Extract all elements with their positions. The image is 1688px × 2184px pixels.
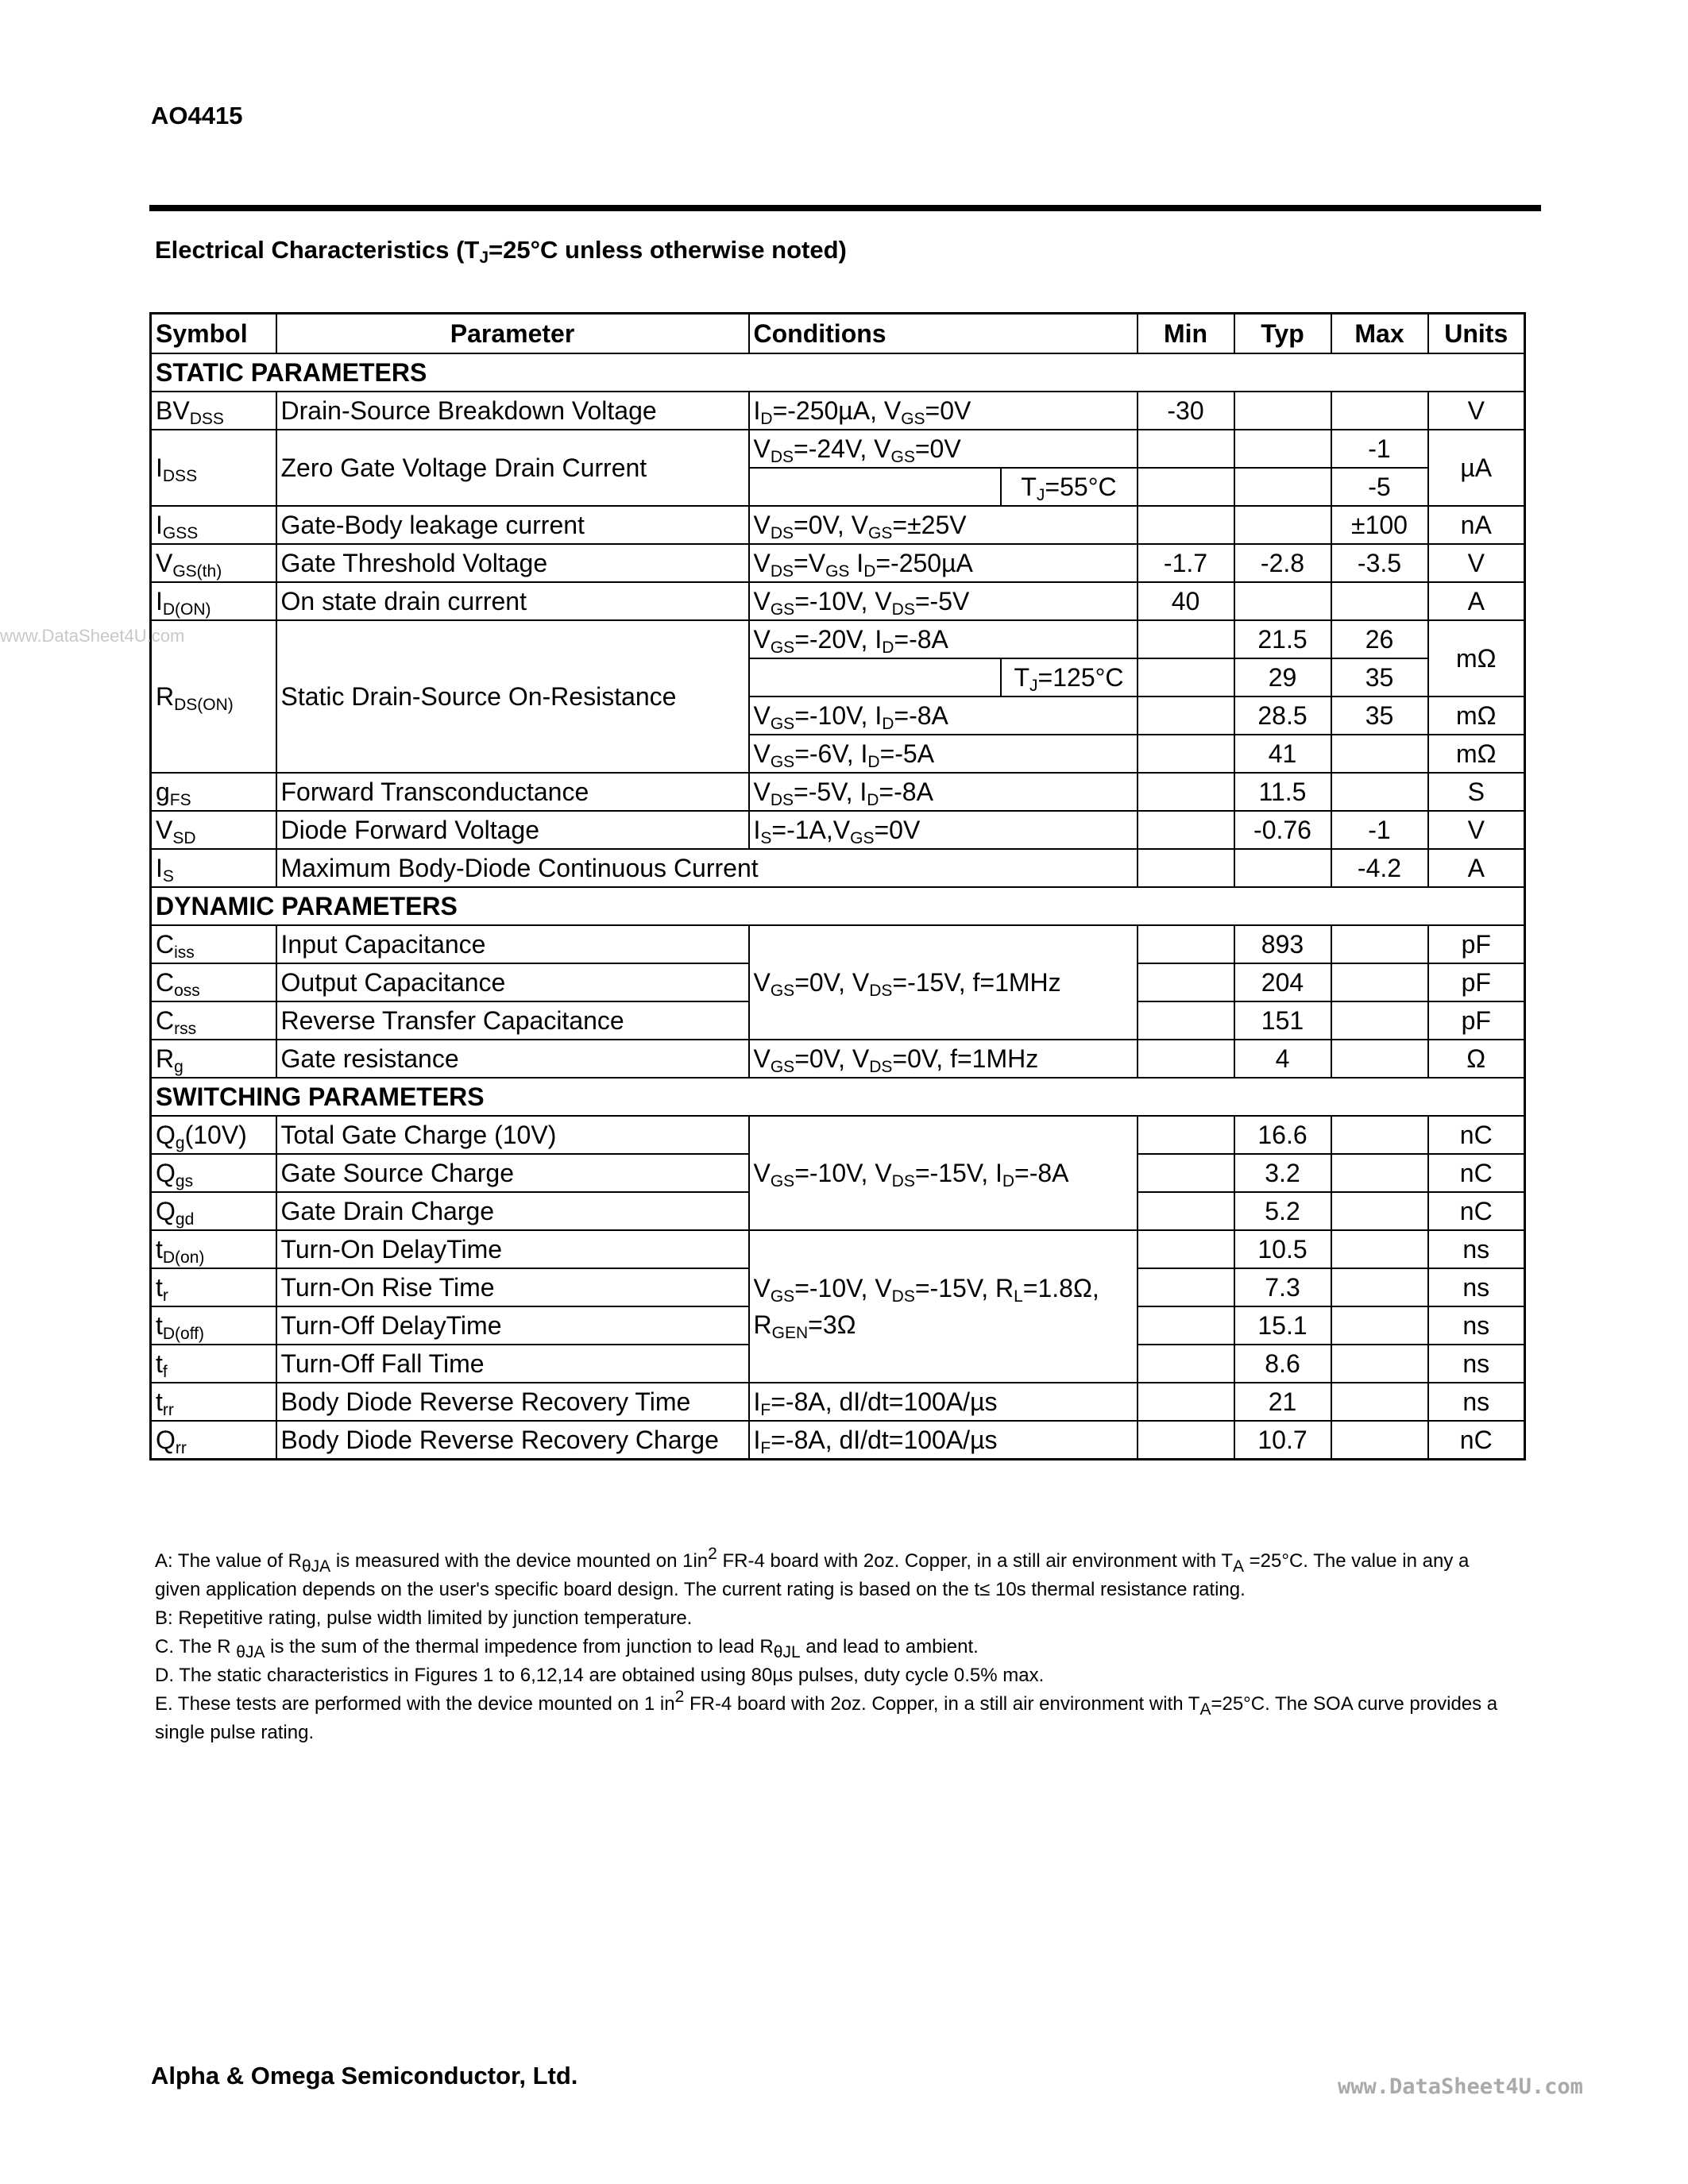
typ-cell: 3.2 bbox=[1234, 1154, 1331, 1192]
conditions-spacer bbox=[749, 468, 1001, 506]
symbol-cell: $R_g$ bbox=[151, 1040, 276, 1078]
sub-condition-cell: $T_J=55^\circ C$ bbox=[1001, 468, 1138, 506]
table-row bbox=[151, 1421, 1525, 1460]
parameter-cell: Turn-Off Fall Time bbox=[276, 1345, 749, 1383]
parameter-cell: Reverse Transfer Capacitance bbox=[276, 1001, 749, 1040]
max-cell bbox=[1331, 1306, 1428, 1345]
min-cell bbox=[1138, 506, 1234, 544]
section-dynamic: DYNAMIC PARAMETERS bbox=[151, 887, 1525, 925]
max-cell bbox=[1331, 1268, 1428, 1306]
min-cell bbox=[1138, 1230, 1234, 1268]
watermark-left: www.DataSheet4U.com bbox=[0, 626, 185, 646]
unit-cell: nA bbox=[1428, 506, 1525, 544]
symbol-cell: $C_{rss}$ bbox=[151, 1001, 276, 1040]
min-cell: -30 bbox=[1138, 392, 1234, 430]
electrical-characteristics-table bbox=[149, 312, 1526, 1461]
max-cell bbox=[1331, 1345, 1428, 1383]
col-min: Min bbox=[1138, 314, 1234, 354]
min-cell: 40 bbox=[1138, 582, 1234, 620]
conditions-cell: $V_{GS}=-20V$, $I_D=-8A$ bbox=[749, 620, 1138, 658]
parameter-cell: Turn-On DelayTime bbox=[276, 1230, 749, 1268]
parameter-cell: Body Diode Reverse Recovery Charge bbox=[276, 1421, 749, 1460]
symbol-cell: $t_{D(on)}$ bbox=[151, 1230, 276, 1268]
typ-cell bbox=[1234, 430, 1331, 468]
parameter-cell: Gate Threshold Voltage bbox=[276, 544, 749, 582]
col-parameter: Parameter bbox=[276, 314, 749, 354]
table-row bbox=[151, 582, 1525, 620]
symbol-cell: $I_{DSS}$ bbox=[151, 430, 276, 506]
max-cell bbox=[1331, 925, 1428, 963]
conditions-cell: $V_{GS}=0V$, $V_{DS}=-15V$, f=1MHz bbox=[749, 925, 1138, 1040]
typ-cell: 29 bbox=[1234, 658, 1331, 696]
parameter-cell: Maximum Body-Diode Continuous Current bbox=[276, 849, 1138, 887]
parameter-cell: Total Gate Charge (10V) bbox=[276, 1116, 749, 1154]
max-cell bbox=[1331, 1001, 1428, 1040]
max-cell: -1 bbox=[1331, 811, 1428, 849]
min-cell bbox=[1138, 430, 1234, 468]
conditions-cell: $V_{GS}=0V$, $V_{DS}=0V$, f=1MHz bbox=[749, 1040, 1138, 1078]
unit-cell: ns bbox=[1428, 1345, 1525, 1383]
col-max: Max bbox=[1331, 314, 1428, 354]
parameter-cell: Gate resistance bbox=[276, 1040, 749, 1078]
conditions-cell: $V_{GS}=-10V$, $V_{DS}=-15V$, $R_L=1.8\Omega$, $R_{GEN}=3\Omega$ bbox=[749, 1230, 1138, 1383]
table-row bbox=[151, 430, 1525, 468]
table-row bbox=[151, 1040, 1525, 1078]
table-row bbox=[151, 849, 1525, 887]
conditions-cell: $I_F=-8A$, dI/dt=100A/µs bbox=[749, 1383, 1138, 1421]
typ-cell bbox=[1234, 582, 1331, 620]
unit-cell: ns bbox=[1428, 1306, 1525, 1345]
symbol-cell: $Q_g(10V)$ bbox=[151, 1116, 276, 1154]
max-cell bbox=[1331, 773, 1428, 811]
symbol-cell: $g_{FS}$ bbox=[151, 773, 276, 811]
table-row bbox=[151, 925, 1525, 963]
max-cell bbox=[1331, 1383, 1428, 1421]
conditions-cell: $V_{DS}=0V$, $V_{GS}=\pm 25V$ bbox=[749, 506, 1138, 544]
min-cell: -1.7 bbox=[1138, 544, 1234, 582]
typ-cell bbox=[1234, 849, 1331, 887]
conditions-cell: $V_{GS}=-10V$, $V_{DS}=-15V$, $I_D=-8A$ bbox=[749, 1116, 1138, 1230]
max-cell bbox=[1331, 1154, 1428, 1192]
typ-cell bbox=[1234, 392, 1331, 430]
unit-cell: A bbox=[1428, 582, 1525, 620]
symbol-cell: $I_S$ bbox=[151, 849, 276, 887]
min-cell bbox=[1138, 1192, 1234, 1230]
min-cell bbox=[1138, 811, 1234, 849]
conditions-cell: $V_{DS}=-24V$, $V_{GS}=0V$ bbox=[749, 430, 1138, 468]
typ-cell: -2.8 bbox=[1234, 544, 1331, 582]
typ-cell: 11.5 bbox=[1234, 773, 1331, 811]
min-cell bbox=[1138, 963, 1234, 1001]
unit-cell: V bbox=[1428, 392, 1525, 430]
typ-cell: 16.6 bbox=[1234, 1116, 1331, 1154]
parameter-cell: Input Capacitance bbox=[276, 925, 749, 963]
unit-cell: V bbox=[1428, 811, 1525, 849]
table-row bbox=[151, 620, 1525, 658]
conditions-spacer bbox=[749, 658, 1001, 696]
symbol-cell: $Q_{gs}$ bbox=[151, 1154, 276, 1192]
section-title: Electrical Characteristics ($T_J=25^\circ C$ unless otherwise noted) bbox=[155, 236, 847, 267]
symbol-cell: $I_{D(ON)}$ bbox=[151, 582, 276, 620]
conditions-cell: $V_{GS}=-10V$, $I_D=-8A$ bbox=[749, 696, 1138, 735]
symbol-cell: $Q_{rr}$ bbox=[151, 1421, 276, 1460]
unit-cell: V bbox=[1428, 544, 1525, 582]
note-e: E. These tests are performed with the device mounted on 1 $in^2$ FR-4 board with 2oz. Copper, in a still air environment with $T_A=25^\circ C$. The SOA curve provides a single pulse rating. bbox=[155, 1688, 1498, 1743]
typ-cell: 21.5 bbox=[1234, 620, 1331, 658]
max-cell bbox=[1331, 1192, 1428, 1230]
unit-cell: nC bbox=[1428, 1154, 1525, 1192]
unit-cell: A bbox=[1428, 849, 1525, 887]
min-cell bbox=[1138, 773, 1234, 811]
min-cell bbox=[1138, 1001, 1234, 1040]
min-cell bbox=[1138, 1268, 1234, 1306]
symbol-cell: $C_{iss}$ bbox=[151, 925, 276, 963]
symbol-cell: $R_{DS(ON)}$ bbox=[151, 620, 276, 773]
unit-cell: ns bbox=[1428, 1268, 1525, 1306]
typ-cell: 41 bbox=[1234, 735, 1331, 773]
section-switching: SWITCHING PARAMETERS bbox=[151, 1078, 1525, 1116]
unit-cell: pF bbox=[1428, 963, 1525, 1001]
min-cell bbox=[1138, 1383, 1234, 1421]
typ-cell: 10.5 bbox=[1234, 1230, 1331, 1268]
table-row bbox=[151, 544, 1525, 582]
max-cell bbox=[1331, 1230, 1428, 1268]
max-cell: -1 bbox=[1331, 430, 1428, 468]
unit-cell: ns bbox=[1428, 1383, 1525, 1421]
typ-cell bbox=[1234, 468, 1331, 506]
col-units: Units bbox=[1428, 314, 1525, 354]
parameter-cell: Turn-Off DelayTime bbox=[276, 1306, 749, 1345]
max-cell: 35 bbox=[1331, 658, 1428, 696]
unit-cell: ns bbox=[1428, 1230, 1525, 1268]
unit-cell: S bbox=[1428, 773, 1525, 811]
min-cell bbox=[1138, 696, 1234, 735]
footnotes bbox=[155, 1547, 1505, 1747]
conditions-cell: $I_S=-1A,V_{GS}=0V$ bbox=[749, 811, 1138, 849]
unit-cell: µA bbox=[1428, 430, 1525, 506]
parameter-cell: Drain-Source Breakdown Voltage bbox=[276, 392, 749, 430]
min-cell bbox=[1138, 468, 1234, 506]
typ-cell: 4 bbox=[1234, 1040, 1331, 1078]
min-cell bbox=[1138, 849, 1234, 887]
symbol-cell: $t_{rr}$ bbox=[151, 1383, 276, 1421]
max-cell: -4.2 bbox=[1331, 849, 1428, 887]
parameter-cell: Forward Transconductance bbox=[276, 773, 749, 811]
table-row bbox=[151, 1230, 1525, 1268]
max-cell: -5 bbox=[1331, 468, 1428, 506]
note-a: A: The value of $R_{\theta JA}$ is measured with the device mounted on $1in^2$ FR-4 board with 2oz. Copper, in a still air environment with $T_A =25^\circ C$. The value in any a given application depends on the user's specific board design. The current rating is based on the t≤ 10s thermal resistance rating. bbox=[155, 1545, 1470, 1600]
min-cell bbox=[1138, 658, 1234, 696]
min-cell bbox=[1138, 1306, 1234, 1345]
symbol-cell: $I_{GSS}$ bbox=[151, 506, 276, 544]
min-cell bbox=[1138, 1345, 1234, 1383]
parameter-cell: Output Capacitance bbox=[276, 963, 749, 1001]
sub-condition-cell: $T_J=125^\circ C$ bbox=[1001, 658, 1138, 696]
typ-cell: 15.1 bbox=[1234, 1306, 1331, 1345]
parameter-cell: Gate Source Charge bbox=[276, 1154, 749, 1192]
typ-cell: 28.5 bbox=[1234, 696, 1331, 735]
unit-cell: pF bbox=[1428, 925, 1525, 963]
col-symbol: Symbol bbox=[151, 314, 276, 354]
max-cell bbox=[1331, 735, 1428, 773]
conditions-cell: $I_F=-8A$, dI/dt=100A/µs bbox=[749, 1421, 1138, 1460]
min-cell bbox=[1138, 735, 1234, 773]
max-cell bbox=[1331, 1116, 1428, 1154]
typ-cell bbox=[1234, 506, 1331, 544]
symbol-cell: $Q_{gd}$ bbox=[151, 1192, 276, 1230]
min-cell bbox=[1138, 1040, 1234, 1078]
table-row bbox=[151, 392, 1525, 430]
max-cell: 35 bbox=[1331, 696, 1428, 735]
typ-cell: 893 bbox=[1234, 925, 1331, 963]
parameter-cell: Diode Forward Voltage bbox=[276, 811, 749, 849]
typ-cell: 151 bbox=[1234, 1001, 1331, 1040]
section-static: STATIC PARAMETERS bbox=[151, 353, 1525, 392]
note-c: C. The R $_{\theta JA}$ is the sum of the thermal impedence from junction to lead $R_{\theta JL}$ and lead to ambient. bbox=[155, 1636, 979, 1661]
table-row bbox=[151, 1116, 1525, 1154]
symbol-cell: $t_{D(off)}$ bbox=[151, 1306, 276, 1345]
typ-cell: 7.3 bbox=[1234, 1268, 1331, 1306]
header-rule bbox=[149, 205, 1541, 211]
parameter-cell: Zero Gate Voltage Drain Current bbox=[276, 430, 749, 506]
conditions-cell: $I_D=-250\mu A$, $V_{GS}=0V$ bbox=[749, 392, 1138, 430]
unit-cell: nC bbox=[1428, 1192, 1525, 1230]
table-row bbox=[151, 1383, 1525, 1421]
parameter-cell: Body Diode Reverse Recovery Time bbox=[276, 1383, 749, 1421]
unit-cell: mΩ bbox=[1428, 735, 1525, 773]
min-cell bbox=[1138, 1421, 1234, 1460]
typ-cell: 8.6 bbox=[1234, 1345, 1331, 1383]
symbol-cell: $V_{GS(th)}$ bbox=[151, 544, 276, 582]
max-cell bbox=[1331, 392, 1428, 430]
col-conditions: Conditions bbox=[749, 314, 1138, 354]
unit-cell: Ω bbox=[1428, 1040, 1525, 1078]
min-cell bbox=[1138, 1154, 1234, 1192]
note-d: D. The static characteristics in Figures 1 to 6,12,14 are obtained using 80µs pulses, duty cycle 0.5% max. bbox=[155, 1665, 1045, 1686]
max-cell bbox=[1331, 1040, 1428, 1078]
part-number: AO4415 bbox=[151, 102, 243, 129]
unit-cell: mΩ bbox=[1428, 620, 1525, 696]
unit-cell: mΩ bbox=[1428, 696, 1525, 735]
symbol-cell: $C_{oss}$ bbox=[151, 963, 276, 1001]
unit-cell: nC bbox=[1428, 1116, 1525, 1154]
max-cell: -3.5 bbox=[1331, 544, 1428, 582]
company-name: Alpha & Omega Semiconductor, Ltd. bbox=[151, 2062, 578, 2089]
table-header-row bbox=[151, 314, 1525, 354]
parameter-cell: Turn-On Rise Time bbox=[276, 1268, 749, 1306]
symbol-cell: $t_f$ bbox=[151, 1345, 276, 1383]
max-cell bbox=[1331, 1421, 1428, 1460]
typ-cell: 21 bbox=[1234, 1383, 1331, 1421]
min-cell bbox=[1138, 1116, 1234, 1154]
conditions-cell: $V_{GS}=-10V$, $V_{DS}=-5V$ bbox=[749, 582, 1138, 620]
unit-cell: pF bbox=[1428, 1001, 1525, 1040]
unit-cell: nC bbox=[1428, 1421, 1525, 1460]
typ-cell: -0.76 bbox=[1234, 811, 1331, 849]
max-cell bbox=[1331, 963, 1428, 1001]
watermark-right: www.DataSheet4U.com bbox=[1338, 2074, 1583, 2099]
parameter-cell: On state drain current bbox=[276, 582, 749, 620]
symbol-cell: $V_{SD}$ bbox=[151, 811, 276, 849]
table-row bbox=[151, 506, 1525, 544]
typ-cell: 5.2 bbox=[1234, 1192, 1331, 1230]
min-cell bbox=[1138, 620, 1234, 658]
min-cell bbox=[1138, 925, 1234, 963]
table-row bbox=[151, 811, 1525, 849]
symbol-cell: $BV_{DSS}$ bbox=[151, 392, 276, 430]
max-cell: 26 bbox=[1331, 620, 1428, 658]
max-cell: ±100 bbox=[1331, 506, 1428, 544]
symbol-cell: $t_r$ bbox=[151, 1268, 276, 1306]
parameter-cell: Static Drain-Source On-Resistance bbox=[276, 620, 749, 773]
conditions-cell: $V_{DS}=-5V$, $I_D=-8A$ bbox=[749, 773, 1138, 811]
parameter-cell: Gate-Body leakage current bbox=[276, 506, 749, 544]
conditions-cell: $V_{DS}=V_{GS}$ $I_D=-250\mu A$ bbox=[749, 544, 1138, 582]
parameter-cell: Gate Drain Charge bbox=[276, 1192, 749, 1230]
max-cell bbox=[1331, 582, 1428, 620]
note-b: B: Repetitive rating, pulse width limited by junction temperature. bbox=[155, 1607, 693, 1629]
table-row bbox=[151, 773, 1525, 811]
conditions-cell: $V_{GS}=-6V$, $I_D=-5A$ bbox=[749, 735, 1138, 773]
typ-cell: 10.7 bbox=[1234, 1421, 1331, 1460]
col-typ: Typ bbox=[1234, 314, 1331, 354]
typ-cell: 204 bbox=[1234, 963, 1331, 1001]
